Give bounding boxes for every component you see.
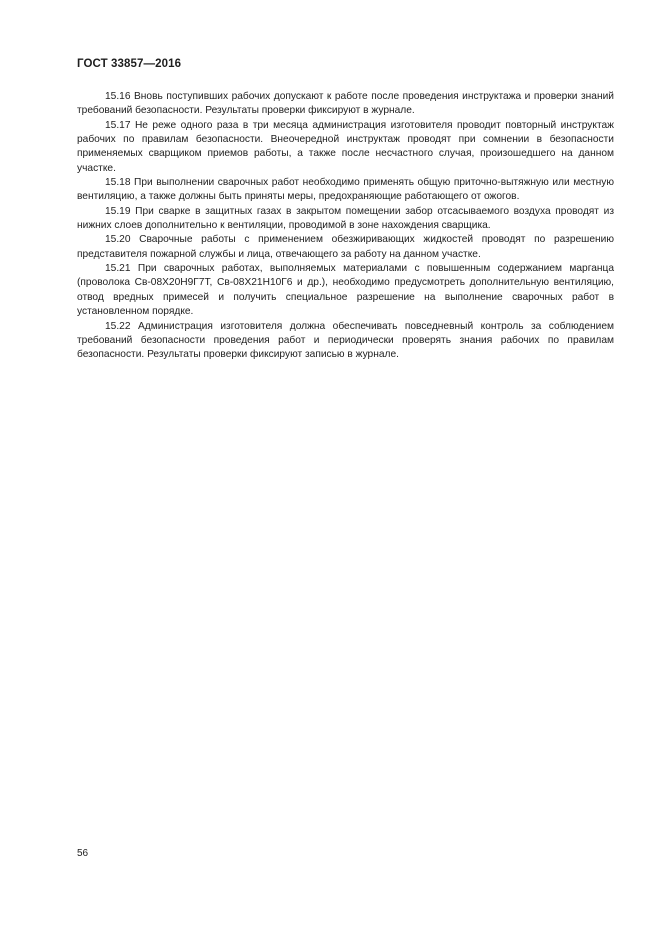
clause-number: 15.22: [105, 320, 131, 332]
body-text: [77, 90, 614, 363]
standard-designation: ГОСТ 33857—2016: [77, 58, 182, 70]
clause-text: Вновь поступивших рабочих допускают к работе после проведения инструктажа и проверки знаний требований безопасности. Результаты проверки фиксируют в журнале.: [77, 91, 614, 117]
clause-number: 15.16: [105, 91, 131, 102]
clause-text: При сварке в защитных газах в закрытом помещении забор отсасываемого воздуха проводят из нижних слоев дополнительно к вентиляции, проводимой в зоне нахождения сварщика.: [77, 205, 614, 232]
clause-number: 15.18: [105, 177, 131, 189]
clause-number: 15.19: [105, 205, 131, 217]
clause-number: 15.20: [105, 234, 131, 246]
paragraph-15-17: [77, 119, 614, 176]
page-number: 56: [77, 848, 89, 859]
page-header: [77, 58, 181, 70]
clause-text: Администрация изготовителя должна обеспечивать повседневный контроль за соблюдением требований безопасности проведения работ и периодически проверять знания рабочих по правилам безопасности. Результаты проверки фиксируют записью в журнале.: [77, 320, 614, 361]
clause-number: 15.17: [105, 119, 131, 131]
paragraph-15-21: [77, 262, 614, 319]
paragraph-15-20: [77, 233, 614, 262]
clause-text: При сварочных работах, выполняемых материалами с повышенным содержанием марганца (проволока Св-08Х20Н9Г7Т, Св-08Х21Н10Г6 и др.), необходимо предусмотреть дополнительную вентиляцию, отвод вредных примесей и получить специальное разрешение на выполнение сварочных работ в установленном порядке.: [77, 263, 614, 318]
clause-text: При выполнении сварочных работ необходимо применять общую приточно-вытяжную или местную вентиляцию, а также должны быть приняты меры, предохраняющие работающего от ожогов.: [77, 177, 614, 203]
paragraph-15-19: [77, 205, 614, 234]
paragraph-15-16: [77, 90, 614, 119]
paragraph-15-18: [77, 176, 614, 205]
paragraph-15-22: [77, 320, 614, 363]
clause-text: Сварочные работы с применением обезжиривающих жидкостей проводят по разрешению представителя пожарной службы и лица, отвечающего за работу на данном участке.: [77, 234, 614, 260]
clause-text: Не реже одного раза в три месяца администрация изготовителя проводит повторный инструктаж рабочих по правилам безопасности. Внеочередной инструктаж проводят при сомнении в безопасности применяемых сварщиком приемов работы, а также после несчастного случая, произошедшего на данном участке.: [77, 119, 614, 174]
clause-number: 15.21: [105, 263, 131, 275]
